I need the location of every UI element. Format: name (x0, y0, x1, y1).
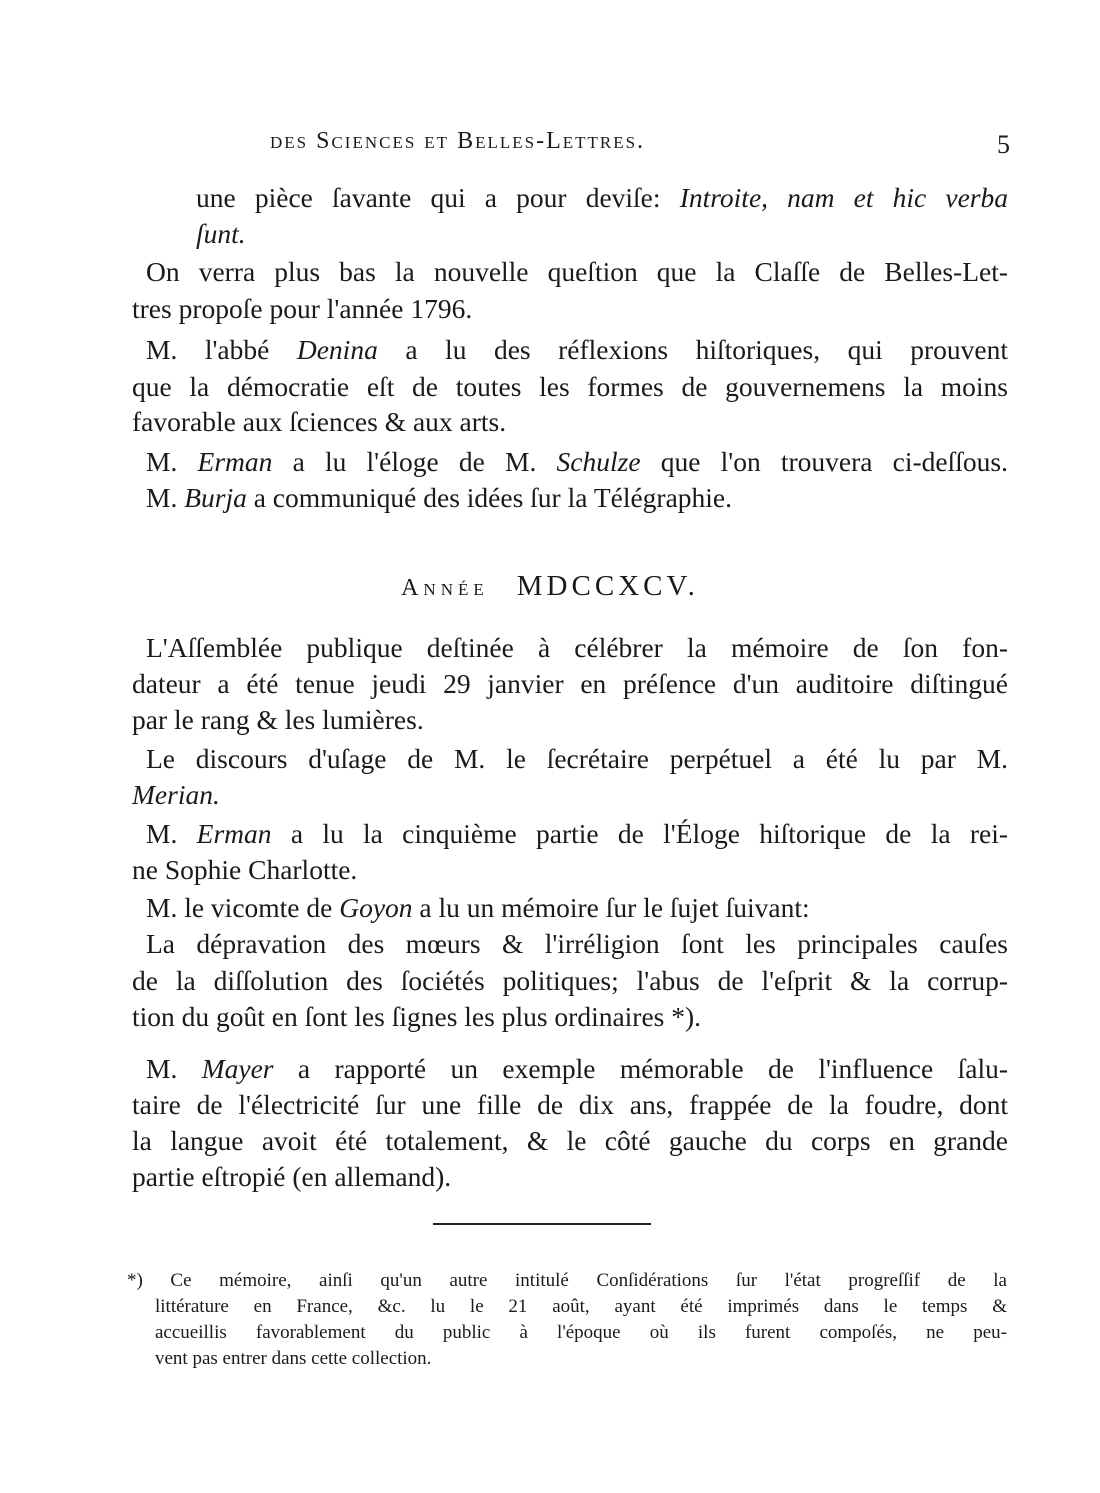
text-line: tres propoſe pour l'année 1796. (132, 293, 473, 324)
text-line: Le discours d'uſage de M. le ſecrétaire perpétuel a été lu par M. (146, 743, 1008, 774)
footnote-line: *) Ce mémoire, ainſi qu'un autre intitulé Conſidérations ſur l'état progreſſif de la (127, 1270, 1007, 1291)
page-number: 5 (997, 130, 1010, 159)
text-line: M. l'abbé Denina a lu des réflexions hiſtoriques, qui prouvent (146, 334, 1008, 365)
footnote-line: littérature en France, &c. lu le 21 août, ayant été imprimés dans le temps & (155, 1296, 1007, 1317)
footnote-line: accueillis favorablement du public à l'époque où ils furent compoſés, ne peu- (155, 1322, 1007, 1343)
text-line: ſunt. (196, 218, 246, 249)
page-header (270, 128, 1010, 168)
text-line: favorable aux ſciences & aux arts. (132, 406, 507, 437)
text-line: L'Aſſemblée publique deſtinée à célébrer la mémoire de ſon fon- (146, 632, 1008, 663)
text-line: dateur a été tenue jeudi 29 janvier en préſence d'un auditoire diſtingué (132, 668, 1008, 699)
text-line: M. Mayer a rapporté un exemple mémorable de l'influence ſalu- (146, 1053, 1009, 1084)
text-line: la langue avoit été totalement, & le côté gauche du corps en grande (132, 1125, 1008, 1156)
text-line: M. Burja a communiqué des idées ſur la Télégraphie. (146, 482, 733, 513)
text-line: une pièce ſavante qui a pour deviſe: Introite, nam et hic verba (196, 182, 1009, 213)
text-line: On verra plus bas la nouvelle queſtion que la Claſſe de Belles-Let- (146, 256, 1008, 287)
text-line: M. Erman a lu la cinquième partie de l'Éloge hiſtorique de la rei- (146, 818, 1009, 849)
footnote-divider (433, 1223, 651, 1225)
text-line: que la démocratie eſt de toutes les formes de gouvernemens la moins (132, 371, 1008, 402)
text-line: M. le vicomte de Goyon a lu un mémoire ſur le ſujet ſuivant: (146, 892, 810, 923)
text-line: tion du goût en ſont les ſignes les plus ordinaires *). (132, 1001, 702, 1032)
text-line: ne Sophie Charlotte. (132, 854, 358, 885)
text-line: par le rang & les lumières. (132, 704, 424, 735)
text-line: M. Erman a lu l'éloge de M. Schulze que l'on trouvera ci-deſſous. (146, 446, 1008, 477)
footnote-line: vent pas entrer dans cette collection. (155, 1348, 432, 1369)
section-heading: Année MDCCXCV. (401, 570, 699, 602)
text-line: partie eſtropié (en allemand). (132, 1161, 452, 1192)
text-line: Merian. (132, 779, 220, 810)
text-line: de la diſſolution des ſociétés politiques; l'abus de l'eſprit & la corrup- (132, 965, 1008, 996)
text-line: La dépravation des mœurs & l'irréligion ſont les principales cauſes (146, 928, 1008, 959)
text-line: taire de l'électricité ſur une fille de dix ans, frappée de la foudre, dont (132, 1089, 1008, 1120)
running-title: des Sciences et Belles-Lettres. (270, 128, 646, 154)
